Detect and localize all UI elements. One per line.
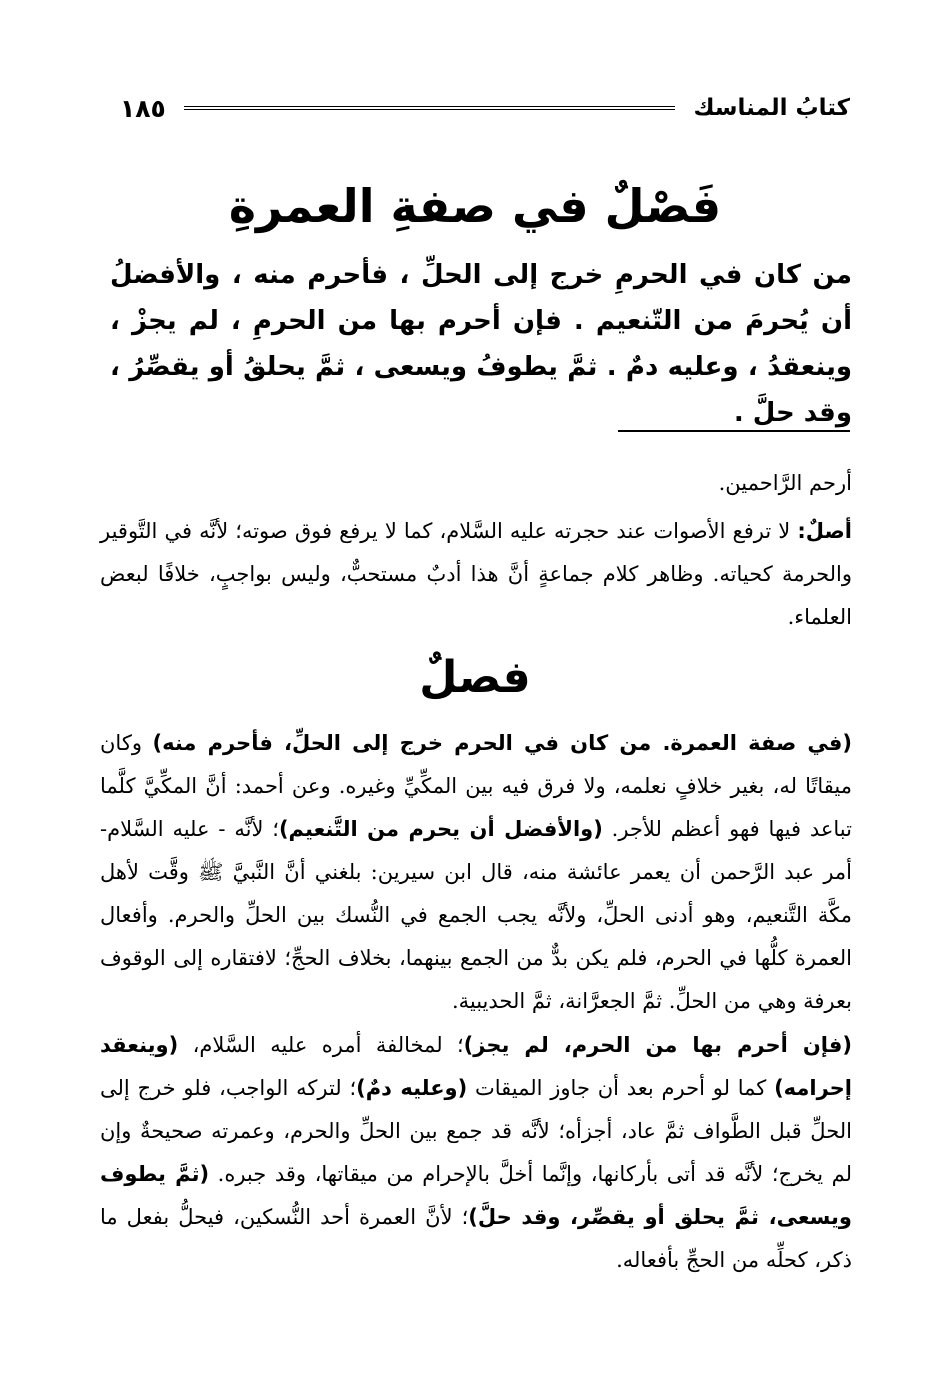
commentary-text: ؛ لأنَّه - عليه السَّلام- أمر عبد الرَّحمن أن يعمر عائشة منه، قال ابن سيرين: بلغني أنَّ النَّبيَّ ﷺ وقَّت لأهل مكَّة التَّنعيم، وهو أدنى الحلِّ، ولأنَّه يجب الجمع في النُّسك بين الحلِّ والحرم. وأفعال العمرة كلُّها في الحرم، فلم يكن بدٌّ من الجمع بينهما، بخلاف الحجِّ؛ لافتقاره إلى الوقوف بعرفة وهي من الحلِّ. ثمَّ الجعرَّانة، ثمَّ الحديبية. — [100, 817, 852, 1013]
chapter-title: فَصْلٌ في صفةِ العمرةِ — [228, 179, 722, 233]
section-title: فصلٌ — [419, 652, 531, 703]
running-header — [120, 88, 850, 128]
asl-text: لا ترفع الأصوات عند حجرته عليه السَّلام، كما لا يرفع فوق صوته؛ لأنَّه في التَّوقير والحرمة كحياته. وظاهر كلام جماعةٍ أنَّ هذا أدبٌ مستحبٌّ، وليس بواجبٍ، خلافًا لبعض العلماء. — [100, 519, 852, 629]
commentary-line: أرحم الرَّاحمين. — [718, 471, 852, 495]
book-title: كتابُ المناسك — [693, 95, 850, 121]
quoted-matn: (وعليه دمٌ) — [356, 1076, 468, 1100]
quoted-matn: (في صفة العمرة. من كان في الحرم خرج إلى الحلِّ، فأحرم منه) — [152, 731, 853, 755]
matn-text: من كان في الحرمِ خرج إلى الحلِّ ، فأحرم منه ، والأفضلُ أن يُحرمَ من التّنعيم . فإن أحرم بها من الحرمِ ، لم يجزْ ، وينعقدُ ، وعليه دمٌ . ثمَّ يطوفُ ويسعى ، ثمَّ يحلقُ أو يقصِّرُ ، وقد حلَّ . — [110, 260, 852, 428]
page-number: ١٨٥ — [120, 93, 166, 123]
commentary-text: ؛ لأنَّ العمرة أحد النُّسكين، فيحلُّ بفعل ما ذكر، كحلِّه من الحجِّ بأفعاله. — [100, 1205, 852, 1272]
commentary-text: ؛ لتركه الواجب، فلو خرج إلى الحلِّ قبل الطَّواف ثمَّ عاد، أجزأه؛ لأنَّه قد جمع بين الحلِّ والحرم، وعمرته صحيحةٌ وإن لم يخرج؛ لأنَّه قد أتى بأركانها، وإنَّما أخلَّ بالإحرام من ميقاتها، وقد جبره. — [100, 1076, 852, 1186]
quoted-matn: (وينعقد إحرامه) — [100, 1033, 852, 1100]
commentary-text: كما لو أحرم بعد أن جاوز الميقات — [467, 1076, 775, 1100]
quoted-matn: (والأفضل أن يحرم من التَّنعيم) — [278, 817, 603, 841]
asl-paragraph — [100, 510, 852, 639]
quoted-matn: (ثمَّ يطوف ويسعى، ثمَّ يحلق أو يقصِّر، وقد حلَّ) — [100, 1162, 852, 1229]
commentary-text: وكان ميقاتًا له، بغير خلافٍ نعلمه، ولا فرق فيه بين المكِّيِّ وغيره. وعن أحمد: أنَّ المكِّيَّ كلَّما تباعد فيها فهو أعظم للأجر. — [100, 731, 852, 841]
quoted-matn: (فإن أحرم بها من الحرم، لم يجز) — [463, 1033, 853, 1057]
header-rule — [184, 106, 676, 110]
commentary-paragraph-1 — [100, 722, 852, 1023]
commentary-paragraph-2 — [100, 1024, 852, 1282]
asl-label: أصلٌ: — [797, 519, 852, 543]
commentary-text: ؛ لمخالفة أمره عليه السَّلام، — [178, 1033, 464, 1057]
footnote-separator — [618, 430, 850, 432]
